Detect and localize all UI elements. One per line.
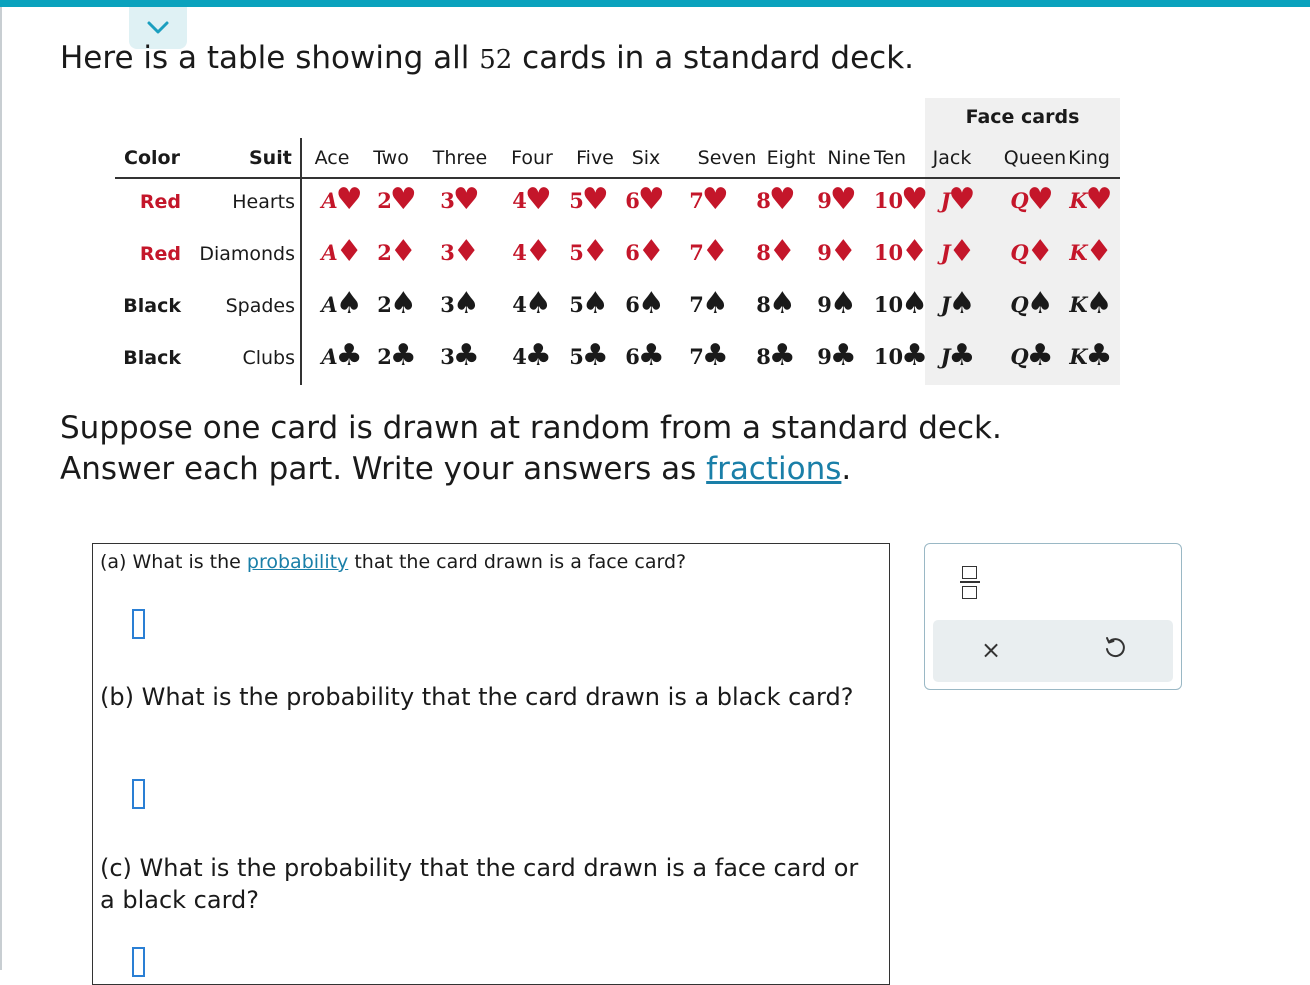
spades-suit-icon: ♠ bbox=[637, 286, 665, 321]
prompt-text bbox=[60, 408, 1002, 490]
clubs-suit-icon: ♣ bbox=[1026, 338, 1054, 373]
hearts-suit-icon: ♥ bbox=[901, 182, 929, 217]
spades-suit-icon: ♠ bbox=[1026, 286, 1054, 321]
row-suit-hearts: Hearts bbox=[232, 191, 295, 213]
header-divider bbox=[115, 177, 1120, 179]
card-rank: Q bbox=[1010, 187, 1029, 213]
hearts-suit-icon: ♥ bbox=[581, 182, 609, 217]
card-q-spades bbox=[1010, 286, 1054, 321]
card-6-clubs bbox=[625, 338, 665, 373]
question-a: (a) What is the probability that the card drawn is a face card? bbox=[100, 551, 687, 573]
card-k-diamonds bbox=[1069, 234, 1113, 269]
card-rank: 7 bbox=[689, 187, 704, 213]
row-color-clubs: Black bbox=[123, 347, 181, 369]
clubs-suit-icon: ♣ bbox=[524, 338, 552, 373]
spades-suit-icon: ♠ bbox=[901, 286, 929, 321]
rank-header-two: Two bbox=[373, 147, 409, 169]
hearts-suit-icon: ♥ bbox=[829, 182, 857, 217]
diamonds-suit-icon: ♦ bbox=[701, 234, 729, 269]
card-rank: 3 bbox=[440, 291, 455, 317]
card-j-diamonds bbox=[940, 234, 976, 269]
face-cards-label: Face cards bbox=[965, 106, 1080, 128]
answer-toolbar bbox=[924, 543, 1182, 690]
card-2-hearts bbox=[377, 182, 417, 217]
card-rank: 4 bbox=[512, 343, 527, 369]
spades-suit-icon: ♠ bbox=[581, 286, 609, 321]
card-k-hearts bbox=[1069, 182, 1113, 217]
card-3-diamonds bbox=[440, 234, 480, 269]
diamonds-suit-icon: ♦ bbox=[524, 234, 552, 269]
card-rank: 7 bbox=[689, 239, 704, 265]
clubs-suit-icon: ♣ bbox=[581, 338, 609, 373]
card-5-hearts bbox=[569, 182, 609, 217]
clubs-suit-icon: ♣ bbox=[335, 338, 363, 373]
card-rank: J bbox=[940, 187, 951, 213]
card-8-clubs bbox=[756, 338, 796, 373]
card-7-spades bbox=[689, 286, 729, 321]
card-4-spades bbox=[512, 286, 552, 321]
prompt-line-1: Suppose one card is drawn at random from a standard deck. bbox=[60, 410, 1002, 446]
card-j-hearts bbox=[940, 182, 976, 217]
diamonds-suit-icon: ♦ bbox=[452, 234, 480, 269]
card-rank: 5 bbox=[569, 239, 584, 265]
diamonds-suit-icon: ♦ bbox=[948, 234, 976, 269]
left-border bbox=[0, 7, 2, 970]
rank-header-ten: Ten bbox=[873, 147, 907, 169]
card-rank: K bbox=[1069, 343, 1088, 369]
card-3-hearts bbox=[440, 182, 480, 217]
card-rank: 6 bbox=[625, 187, 640, 213]
row-suit-clubs: Clubs bbox=[242, 347, 295, 369]
card-5-clubs bbox=[569, 338, 609, 373]
clubs-suit-icon: ♣ bbox=[701, 338, 729, 373]
spades-suit-icon: ♠ bbox=[829, 286, 857, 321]
card-q-diamonds bbox=[1010, 234, 1054, 269]
suit-header: Suit bbox=[249, 147, 292, 169]
card-9-diamonds bbox=[817, 234, 857, 269]
rank-header-ace: Ace bbox=[314, 147, 350, 169]
row-color-spades: Black bbox=[123, 295, 181, 317]
card-8-diamonds bbox=[756, 234, 796, 269]
spades-suit-icon: ♠ bbox=[768, 286, 796, 321]
spades-suit-icon: ♠ bbox=[524, 286, 552, 321]
card-rank: 3 bbox=[440, 187, 455, 213]
card-rank: Q bbox=[1010, 291, 1029, 317]
card-5-spades bbox=[569, 286, 609, 321]
hearts-suit-icon: ♥ bbox=[948, 182, 976, 217]
card-rank: 9 bbox=[817, 187, 832, 213]
clear-button[interactable] bbox=[981, 636, 1001, 664]
rank-header-six: Six bbox=[631, 147, 661, 169]
card-rank: A bbox=[321, 187, 338, 213]
card-rank: K bbox=[1069, 291, 1088, 317]
hearts-suit-icon: ♥ bbox=[1085, 182, 1113, 217]
card-rank: A bbox=[321, 291, 338, 317]
diamonds-suit-icon: ♦ bbox=[768, 234, 796, 269]
card-7-diamonds bbox=[689, 234, 729, 269]
card-rank: 9 bbox=[817, 291, 832, 317]
deck-count: 52 bbox=[479, 45, 513, 75]
hearts-suit-icon: ♥ bbox=[524, 182, 552, 217]
clubs-suit-icon: ♣ bbox=[452, 338, 480, 373]
card-j-spades bbox=[940, 286, 976, 321]
card-rank: 5 bbox=[569, 291, 584, 317]
card-rank: 5 bbox=[569, 187, 584, 213]
card-rank: 9 bbox=[817, 343, 832, 369]
undo-button[interactable] bbox=[1101, 634, 1129, 662]
card-rank: 8 bbox=[756, 291, 771, 317]
card-rank: 6 bbox=[625, 343, 640, 369]
card-rank: J bbox=[940, 343, 951, 369]
diamonds-suit-icon: ♦ bbox=[389, 234, 417, 269]
diamonds-suit-icon: ♦ bbox=[1026, 234, 1054, 269]
suit-divider bbox=[300, 138, 302, 385]
rank-header-king: King bbox=[1068, 147, 1110, 169]
card-rank: K bbox=[1069, 239, 1088, 265]
card-9-clubs bbox=[817, 338, 857, 373]
answer-b-input[interactable] bbox=[132, 779, 145, 809]
card-2-clubs bbox=[377, 338, 417, 373]
card-10-diamonds bbox=[873, 234, 929, 269]
rank-header-queen: Queen bbox=[1003, 147, 1067, 169]
card-q-hearts bbox=[1010, 182, 1054, 217]
chevron-down-icon bbox=[146, 20, 170, 36]
card-j-clubs bbox=[940, 338, 976, 373]
card-rank: Q bbox=[1010, 239, 1029, 265]
card-8-spades bbox=[756, 286, 796, 321]
rank-header-three: Three bbox=[432, 147, 488, 169]
diamonds-suit-icon: ♦ bbox=[829, 234, 857, 269]
card-rank: 8 bbox=[756, 187, 771, 213]
fractions-link[interactable]: fractions bbox=[706, 451, 842, 487]
card-rank: 6 bbox=[625, 291, 640, 317]
spades-suit-icon: ♠ bbox=[701, 286, 729, 321]
card-10-hearts bbox=[873, 182, 929, 217]
hearts-suit-icon: ♥ bbox=[1026, 182, 1054, 217]
card-rank: 10 bbox=[873, 343, 904, 369]
row-suit-spades: Spades bbox=[225, 295, 295, 317]
card-2-diamonds bbox=[377, 234, 417, 269]
tool-actions bbox=[933, 620, 1173, 682]
card-10-clubs bbox=[873, 338, 929, 373]
card-rank: 5 bbox=[569, 343, 584, 369]
diamonds-suit-icon: ♦ bbox=[637, 234, 665, 269]
intro-text: Here is a table showing all 52 cards in a standard deck. bbox=[60, 40, 914, 76]
card-a-spades bbox=[321, 286, 363, 321]
card-rank: 4 bbox=[512, 239, 527, 265]
diamonds-suit-icon: ♦ bbox=[335, 234, 363, 269]
card-rank: 4 bbox=[512, 187, 527, 213]
card-5-diamonds bbox=[569, 234, 609, 269]
clubs-suit-icon: ♣ bbox=[637, 338, 665, 373]
card-rank: 3 bbox=[440, 239, 455, 265]
card-8-hearts bbox=[756, 182, 796, 217]
prompt-line-2: Answer each part. Write your answers as fractions. bbox=[60, 451, 852, 487]
rank-header-nine: Nine bbox=[827, 147, 871, 169]
clubs-suit-icon: ♣ bbox=[901, 338, 929, 373]
card-rank: K bbox=[1069, 187, 1088, 213]
deck-table bbox=[115, 98, 1120, 385]
diamonds-suit-icon: ♦ bbox=[1085, 234, 1113, 269]
card-rank: 10 bbox=[873, 239, 904, 265]
card-rank: 7 bbox=[689, 343, 704, 369]
card-2-spades bbox=[377, 286, 417, 321]
card-rank: 2 bbox=[377, 291, 392, 317]
question-panel bbox=[92, 543, 890, 985]
card-rank: Q bbox=[1010, 343, 1029, 369]
card-6-diamonds bbox=[625, 234, 665, 269]
rank-header-jack: Jack bbox=[932, 147, 972, 169]
spades-suit-icon: ♠ bbox=[452, 286, 480, 321]
card-a-diamonds bbox=[321, 234, 363, 269]
hearts-suit-icon: ♥ bbox=[389, 182, 417, 217]
rank-header-eight: Eight bbox=[766, 147, 816, 169]
card-rank: J bbox=[940, 239, 951, 265]
card-k-clubs bbox=[1069, 338, 1113, 373]
rank-header-five: Five bbox=[576, 147, 614, 169]
fraction-button[interactable] bbox=[960, 562, 980, 602]
answer-c-input[interactable] bbox=[132, 947, 145, 977]
clubs-suit-icon: ♣ bbox=[948, 338, 976, 373]
card-rank: 4 bbox=[512, 291, 527, 317]
close-icon: × bbox=[981, 636, 1002, 664]
row-suit-diamonds: Diamonds bbox=[199, 243, 295, 265]
rank-header-four: Four bbox=[511, 147, 553, 169]
card-6-spades bbox=[625, 286, 665, 321]
card-rank: 2 bbox=[377, 187, 392, 213]
question-b: (b) What is the probability that the card drawn is a black card? bbox=[100, 683, 854, 711]
hearts-suit-icon: ♥ bbox=[452, 182, 480, 217]
card-rank: A bbox=[321, 239, 338, 265]
clubs-suit-icon: ♣ bbox=[768, 338, 796, 373]
card-4-diamonds bbox=[512, 234, 552, 269]
hearts-suit-icon: ♥ bbox=[335, 182, 363, 217]
card-rank: 3 bbox=[440, 343, 455, 369]
card-a-hearts bbox=[321, 182, 363, 217]
spades-suit-icon: ♠ bbox=[389, 286, 417, 321]
card-rank: 10 bbox=[873, 291, 904, 317]
probability-link[interactable]: probability bbox=[246, 551, 349, 573]
card-rank: 6 bbox=[625, 239, 640, 265]
diamonds-suit-icon: ♦ bbox=[901, 234, 929, 269]
card-7-hearts bbox=[689, 182, 729, 217]
spades-suit-icon: ♠ bbox=[335, 286, 363, 321]
card-rank: 2 bbox=[377, 343, 392, 369]
rank-header-seven: Seven bbox=[697, 147, 757, 169]
card-rank: 8 bbox=[756, 239, 771, 265]
card-4-clubs bbox=[512, 338, 552, 373]
diamonds-suit-icon: ♦ bbox=[581, 234, 609, 269]
card-rank: 10 bbox=[873, 187, 904, 213]
undo-icon bbox=[1101, 634, 1129, 662]
card-rank: 8 bbox=[756, 343, 771, 369]
card-rank: 9 bbox=[817, 239, 832, 265]
spades-suit-icon: ♠ bbox=[1085, 286, 1113, 321]
top-accent-bar bbox=[0, 0, 1310, 7]
color-header: Color bbox=[124, 147, 180, 169]
spades-suit-icon: ♠ bbox=[948, 286, 976, 321]
card-3-spades bbox=[440, 286, 480, 321]
card-7-clubs bbox=[689, 338, 729, 373]
row-color-hearts: Red bbox=[139, 191, 181, 213]
row-color-diamonds: Red bbox=[139, 243, 181, 265]
answer-a-input[interactable] bbox=[132, 609, 145, 639]
card-rank: 7 bbox=[689, 291, 704, 317]
card-9-hearts bbox=[817, 182, 857, 217]
card-6-hearts bbox=[625, 182, 665, 217]
clubs-suit-icon: ♣ bbox=[829, 338, 857, 373]
clubs-suit-icon: ♣ bbox=[389, 338, 417, 373]
card-q-clubs bbox=[1010, 338, 1054, 373]
hearts-suit-icon: ♥ bbox=[768, 182, 796, 217]
card-9-spades bbox=[817, 286, 857, 321]
card-rank: A bbox=[321, 343, 338, 369]
card-3-clubs bbox=[440, 338, 480, 373]
card-a-clubs bbox=[321, 338, 363, 373]
card-rank: J bbox=[940, 291, 951, 317]
card-4-hearts bbox=[512, 182, 552, 217]
question-c: (c) What is the probability that the card drawn is a face card or a black card? bbox=[100, 854, 859, 914]
card-rank: 2 bbox=[377, 239, 392, 265]
hearts-suit-icon: ♥ bbox=[701, 182, 729, 217]
clubs-suit-icon: ♣ bbox=[1085, 338, 1113, 373]
hearts-suit-icon: ♥ bbox=[637, 182, 665, 217]
card-k-spades bbox=[1069, 286, 1113, 321]
card-10-spades bbox=[873, 286, 929, 321]
